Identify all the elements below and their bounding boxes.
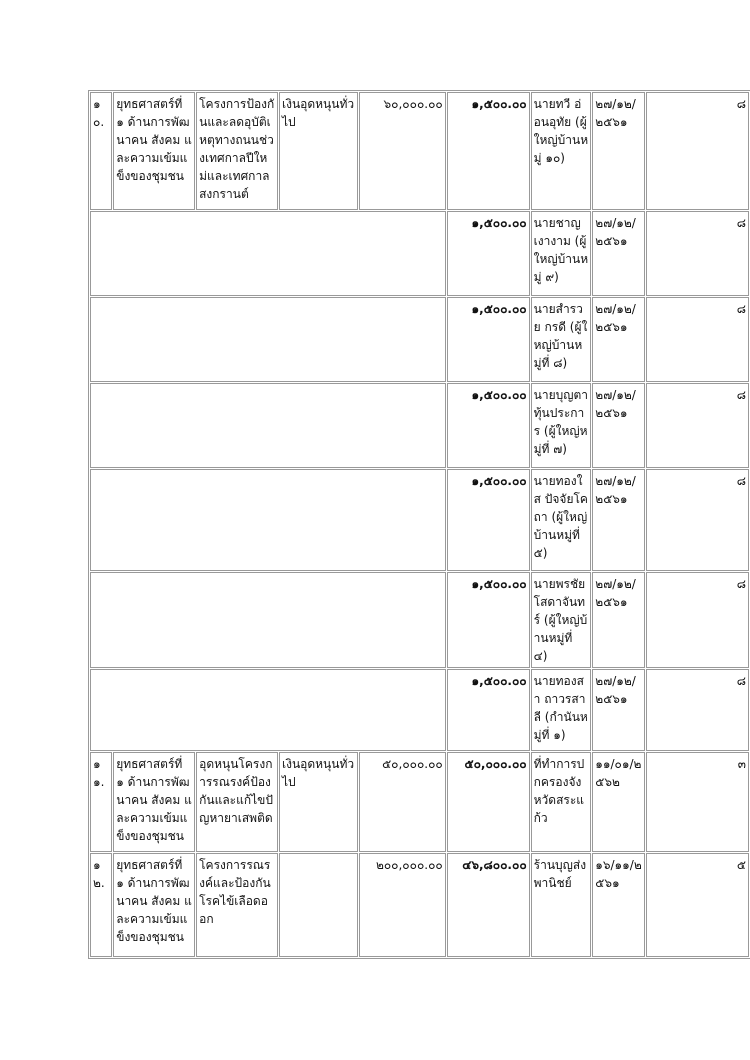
table-row — [90, 92, 749, 210]
recipient-cell: นายพรชัย โสดาจันทร์ (ผู้ใหญ่บ้านหมู่ที่ ๔) — [531, 572, 592, 668]
fund-cell: เงินอุดหนุนทั่วไป — [279, 92, 358, 210]
row-number: ๑๒. — [90, 853, 112, 957]
row-number: ๑๐. — [90, 92, 112, 210]
recipient-cell: นายสำรวย กรดี (ผู้ใหญ่บ้านหมู่ที่ ๘) — [531, 297, 592, 382]
date-cell: ๒๗/๑๒/๒๕๖๑ — [592, 383, 645, 468]
code-cell: ๘ — [646, 92, 749, 210]
amount-cell: ๔๖,๘๐๐.๐๐ — [447, 853, 530, 957]
budget-cell: ๒๐๐,๐๐๐.๐๐ — [359, 853, 446, 957]
empty-merged-cell — [90, 469, 446, 571]
table-row — [90, 572, 749, 668]
code-cell: ๘ — [646, 469, 749, 571]
code-cell: ๘ — [646, 297, 749, 382]
project-cell: โครงการป้องกันและลดอุบัติเหตุทางถนนช่วงเทศกาลปีใหม่และเทศกาลสงกรานต์ — [196, 92, 278, 210]
date-cell: ๒๗/๑๒/๒๕๖๑ — [592, 572, 645, 668]
procurement-table — [88, 90, 750, 959]
recipient-cell: นายทองใส ปัจจัยโคถา (ผู้ใหญ่บ้านหมู่ที่ ๕) — [531, 469, 592, 571]
date-cell: ๒๗/๑๒/๒๕๖๑ — [592, 669, 645, 751]
table-row — [90, 211, 749, 296]
empty-merged-cell — [90, 211, 446, 296]
recipient-cell: ที่ทำการปกครองจังหวัดสระแก้ว — [531, 752, 592, 852]
date-cell: ๒๗/๑๒/๒๕๖๑ — [592, 297, 645, 382]
recipient-cell: นายชาญ เงางาม (ผู้ใหญ่บ้านหมู่ ๙) — [531, 211, 592, 296]
code-cell: ๘ — [646, 383, 749, 468]
amount-cell: ๑,๕๐๐.๐๐ — [447, 383, 530, 468]
fund-cell — [279, 853, 358, 957]
amount-cell: ๕๐,๐๐๐.๐๐ — [447, 752, 530, 852]
amount-cell: ๑,๕๐๐.๐๐ — [447, 572, 530, 668]
recipient-cell: ร้านบุญส่งพานิชย์ — [531, 853, 592, 957]
recipient-cell: นายบุญตา ทุ้นประการ (ผู้ใหญ่หมู่ที่ ๗) — [531, 383, 592, 468]
project-cell: โครงการรณรงค์และป้องกันโรคไข้เลือดออก — [196, 853, 278, 957]
code-cell: ๕ — [646, 853, 749, 957]
date-cell: ๒๗/๑๒/๒๕๖๑ — [592, 211, 645, 296]
recipient-cell: นายทองสา ถาวรสาลี (กำนันหมู่ที่ ๑) — [531, 669, 592, 751]
amount-cell: ๑,๕๐๐.๐๐ — [447, 669, 530, 751]
fund-cell: เงินอุดหนุนทั่วไป — [279, 752, 358, 852]
table-row — [90, 469, 749, 571]
strategy-cell: ยุทธศาสตร์ที่ ๑ ด้านการพัฒนาคน สังคม และความเข้มแข็งของชุมชน — [113, 853, 195, 957]
empty-merged-cell — [90, 383, 446, 468]
amount-cell: ๑,๕๐๐.๐๐ — [447, 297, 530, 382]
budget-cell: ๕๐,๐๐๐.๐๐ — [359, 752, 446, 852]
strategy-cell: ยุทธศาสตร์ที่ ๑ ด้านการพัฒนาคน สังคม และความเข้มแข็งของชุมชน — [113, 752, 195, 852]
amount-cell: ๑,๕๐๐.๐๐ — [447, 469, 530, 571]
amount-cell: ๑,๕๐๐.๐๐ — [447, 92, 530, 210]
budget-cell: ๖๐,๐๐๐.๐๐ — [359, 92, 446, 210]
date-cell: ๒๗/๑๒/๒๕๖๑ — [592, 469, 645, 571]
amount-cell: ๑,๕๐๐.๐๐ — [447, 211, 530, 296]
strategy-cell: ยุทธศาสตร์ที่ ๑ ด้านการพัฒนาคน สังคม และความเข้มแข็งของชุมชน — [113, 92, 195, 210]
table-row — [90, 383, 749, 468]
date-cell: ๒๗/๑๒/๒๕๖๑ — [592, 92, 645, 210]
code-cell: ๓ — [646, 752, 749, 852]
recipient-cell: นายทวี อ่อนอุทัย (ผู้ใหญ่บ้านหมู่ ๑๐) — [531, 92, 592, 210]
project-cell: อุดหนุนโครงการรณรงค์ป้องกันและแก้ไขปัญหายาเสพติด — [196, 752, 278, 852]
empty-merged-cell — [90, 572, 446, 668]
code-cell: ๘ — [646, 211, 749, 296]
row-number: ๑๑. — [90, 752, 112, 852]
date-cell: ๑๖/๑๑/๒๕๖๑ — [592, 853, 645, 957]
date-cell: ๑๑/๐๑/๒๕๖๒ — [592, 752, 645, 852]
table-row — [90, 297, 749, 382]
code-cell: ๘ — [646, 669, 749, 751]
table-row — [90, 669, 749, 751]
table-row — [90, 752, 749, 852]
table-row — [90, 853, 749, 957]
empty-merged-cell — [90, 669, 446, 751]
code-cell: ๘ — [646, 572, 749, 668]
empty-merged-cell — [90, 297, 446, 382]
